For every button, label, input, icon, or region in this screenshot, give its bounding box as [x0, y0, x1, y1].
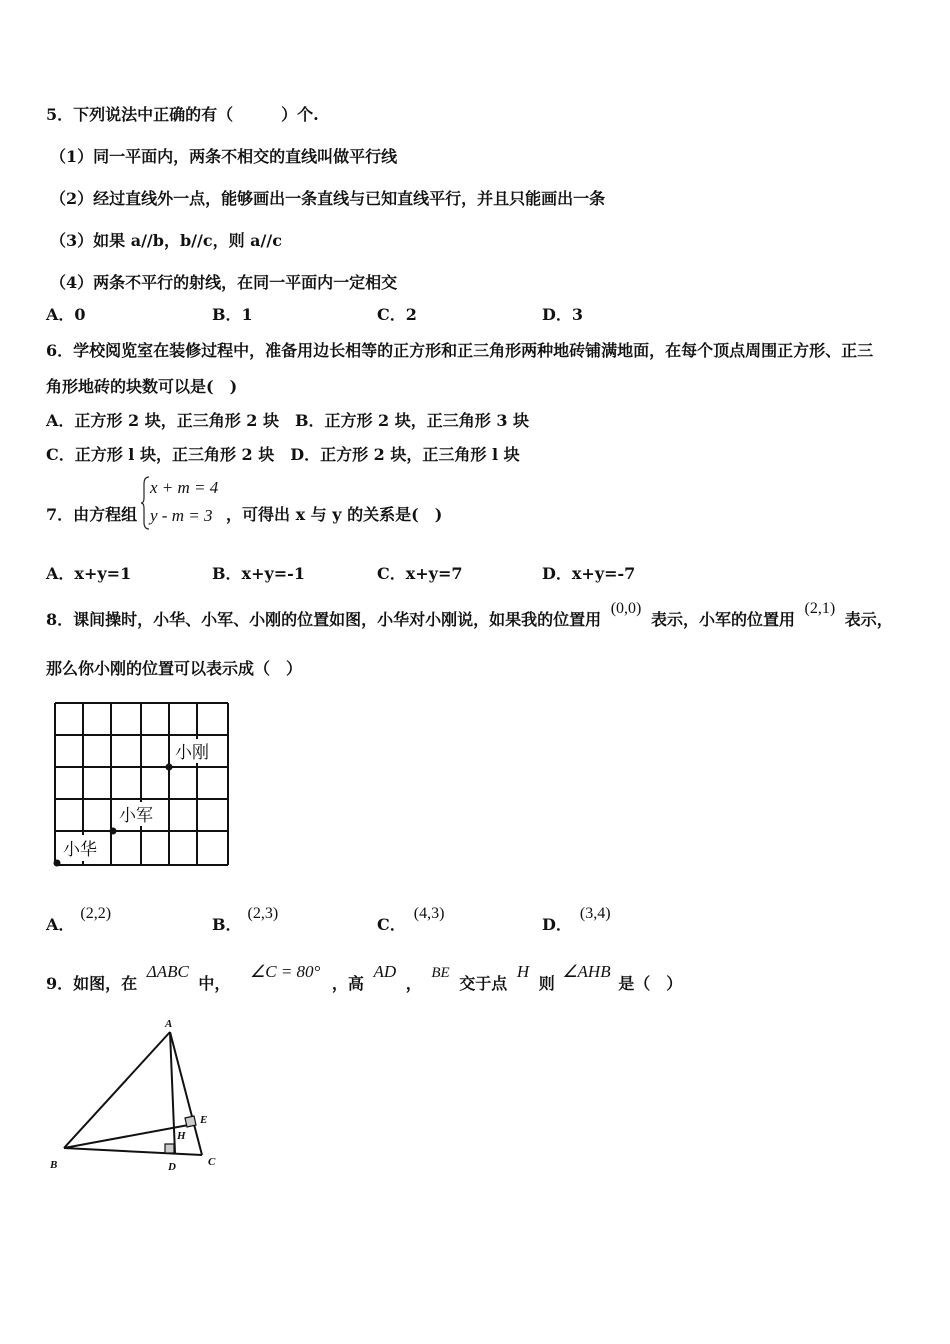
position-grid-figure: [52, 700, 232, 868]
q9-text-2: 中，: [198, 974, 231, 993]
q7-option-d: D．x+y=-7: [542, 564, 636, 583]
q9-text-5: 交于点: [459, 974, 508, 993]
q9-stem: [46, 962, 683, 994]
q7-option-c: C．x+y=7: [377, 564, 463, 583]
q9-triangle: ΔABC: [146, 962, 189, 981]
q5-option-c: C．2: [377, 305, 417, 324]
q5-stem: 5．下列说法中正确的有（ ）个.: [46, 105, 319, 124]
triangle-abc: [44, 1015, 234, 1180]
q5-statement-2: （2）经过直线外一点，能够画出一条直线与已知直线平行，并且只能画出一条: [50, 189, 606, 208]
q8-option-a: [46, 905, 112, 935]
vertex-b-label: B: [50, 1159, 58, 1171]
q9-angle-ahb: ∠AHB: [562, 962, 611, 981]
q5-statement-3: （3）如果 a//b，b//c，则 a//c: [50, 231, 282, 250]
q8-option-b-value: (2,3): [247, 905, 279, 922]
gang-point: [166, 764, 173, 771]
q6-options-ab: A．正方形 2 块，正三角形 2 块 B．正方形 2 块，正三角形 3 块: [46, 411, 530, 430]
point-d-label: D: [168, 1161, 176, 1173]
hua-label: 小华: [63, 840, 97, 860]
q9-text-1: 9．如图，在: [46, 974, 138, 993]
point-h-label: H: [177, 1130, 186, 1142]
q8-coord-jun: (2,1): [804, 600, 836, 617]
vertex-a-label: A: [165, 1018, 173, 1030]
q8-text-3: 表示，: [844, 610, 893, 629]
q8-option-d-label: D．: [542, 915, 572, 934]
q9-altitude-ad: AD: [373, 962, 397, 981]
vertex-c-label: C: [208, 1156, 216, 1168]
q8-coord-hua: (0,0): [610, 600, 642, 617]
q8-option-c-value: (4,3): [413, 905, 445, 922]
q9-altitude-be: BE: [431, 965, 450, 981]
q8-option-d-value: (3,4): [579, 905, 611, 922]
q8-option-c-label: C．: [377, 915, 406, 934]
q6-options-cd: C．正方形 l 块，正三角形 2 块 D．正方形 2 块，正三角形 l 块: [46, 445, 520, 464]
jun-label: 小军: [119, 806, 153, 826]
q9-text-7: 是（ ）: [618, 974, 683, 993]
q8-option-a-value: (2,2): [80, 905, 112, 922]
q7-prefix: 7．由方程组: [46, 505, 138, 524]
jun-point: [110, 828, 117, 835]
position-grid: [52, 700, 232, 868]
point-e-label: E: [200, 1114, 208, 1126]
q6-stem-line2: 角形地砖的块数可以是( ): [46, 377, 238, 396]
q9-text-3: ，高: [331, 974, 364, 993]
equation-1: x + m = 4: [150, 478, 219, 497]
q7-suffix: ，可得出 x 与 y 的关系是( ): [226, 505, 443, 524]
equation-2: y - m = 3: [150, 506, 213, 525]
q9-text-6: 则: [538, 974, 555, 993]
q7-option-a: A．x+y=1: [46, 564, 132, 583]
q5-statement-4: （4）两条不平行的射线，在同一平面内一定相交: [50, 273, 398, 292]
q8-option-a-label: A．: [46, 915, 75, 934]
q5-option-b: B．1: [212, 305, 253, 324]
q8-option-d: [542, 905, 611, 935]
gang-label: 小刚: [175, 743, 209, 763]
q6-stem-line1: 6．学校阅览室在装修过程中，准备用边长相等的正方形和正三角形两种地砖铺满地面，在每个顶点周围正方形、正三: [46, 341, 874, 360]
q5-statement-1: （1）同一平面内，两条不相交的直线叫做平行线: [50, 147, 398, 166]
q9-text-4: ，: [405, 974, 422, 993]
q9-angle-c: ∠C = 80°: [249, 962, 321, 981]
q8-stem-line2: 那么你小刚的位置可以表示成（ ）: [46, 659, 303, 678]
equation-brace: [140, 476, 150, 530]
q8-option-c: [377, 905, 445, 935]
q8-option-b: [212, 905, 279, 935]
hua-point: [54, 860, 61, 867]
triangle-figure: [44, 1015, 234, 1180]
q9-point-h: H: [516, 962, 530, 981]
q5-option-d: D．3: [542, 305, 584, 324]
q8-text-1: 8．课间操时，小华、小军、小刚的位置如图，小华对小刚说，如果我的位置用: [46, 610, 602, 629]
q8-stem-line1: [46, 600, 893, 630]
q7-option-b: B．x+y=-1: [212, 564, 305, 583]
q8-text-2: 表示，小军的位置用: [650, 610, 795, 629]
q8-option-b-label: B．: [212, 915, 242, 934]
q5-option-a: A．0: [46, 305, 86, 324]
